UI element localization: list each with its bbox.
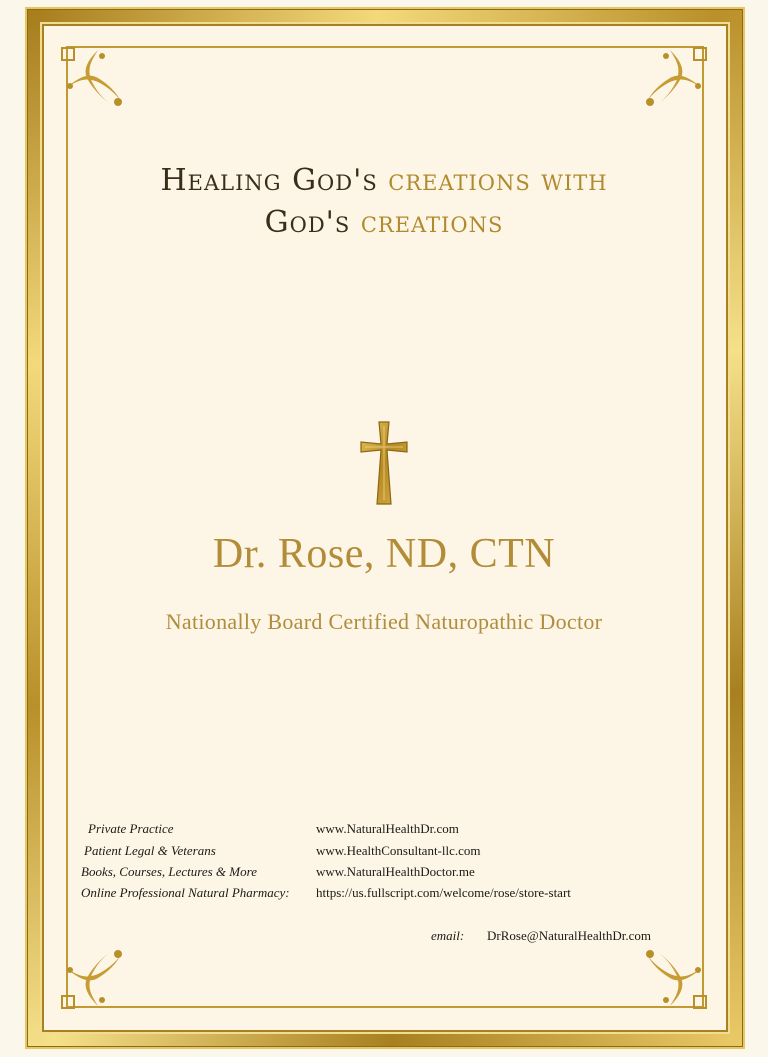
- corner-flourish-icon: [58, 42, 128, 112]
- corner-flourish-icon: [640, 42, 710, 112]
- corner-flourish-icon: [640, 944, 710, 1014]
- contact-row: [0, 864, 768, 884]
- contact-link[interactable]: www.HealthConsultant-llc.com: [316, 843, 481, 858]
- corner-flourish-icon: [58, 944, 128, 1014]
- email-label: email:: [431, 928, 465, 943]
- contact-row: [0, 885, 768, 905]
- contact-link[interactable]: www.NaturalHealthDoctor.me: [316, 864, 475, 879]
- heading-line-1-gold: creations with: [388, 163, 608, 198]
- heading-line-1-prefix: Healing God's: [160, 163, 389, 198]
- contact-label: Books, Courses, Lectures & More: [81, 864, 257, 879]
- contact-label: Private Practice: [88, 821, 174, 836]
- contact-row: [0, 821, 768, 841]
- doctor-name: Dr. Rose, ND, CTN: [212, 531, 556, 577]
- contact-label: Online Professional Natural Pharmacy:: [81, 885, 290, 900]
- heading-line-1: [90, 160, 678, 202]
- heading-line-2-gold: creations: [360, 205, 504, 240]
- doctor-title: Nationally Board Certified Naturopathic Doctor: [165, 609, 603, 634]
- contact-link[interactable]: www.NaturalHealthDr.com: [316, 821, 459, 836]
- heading-line-2: [90, 202, 678, 244]
- contact-row: [0, 843, 768, 863]
- heading-line-2-prefix: God's: [264, 205, 361, 240]
- contact-label: Patient Legal & Veterans: [84, 843, 216, 858]
- contact-link[interactable]: https://us.fullscript.com/welcome/rose/store-start: [316, 885, 571, 900]
- email-link[interactable]: DrRose@NaturalHealthDr.com: [487, 928, 651, 943]
- cross-icon: [359, 420, 409, 506]
